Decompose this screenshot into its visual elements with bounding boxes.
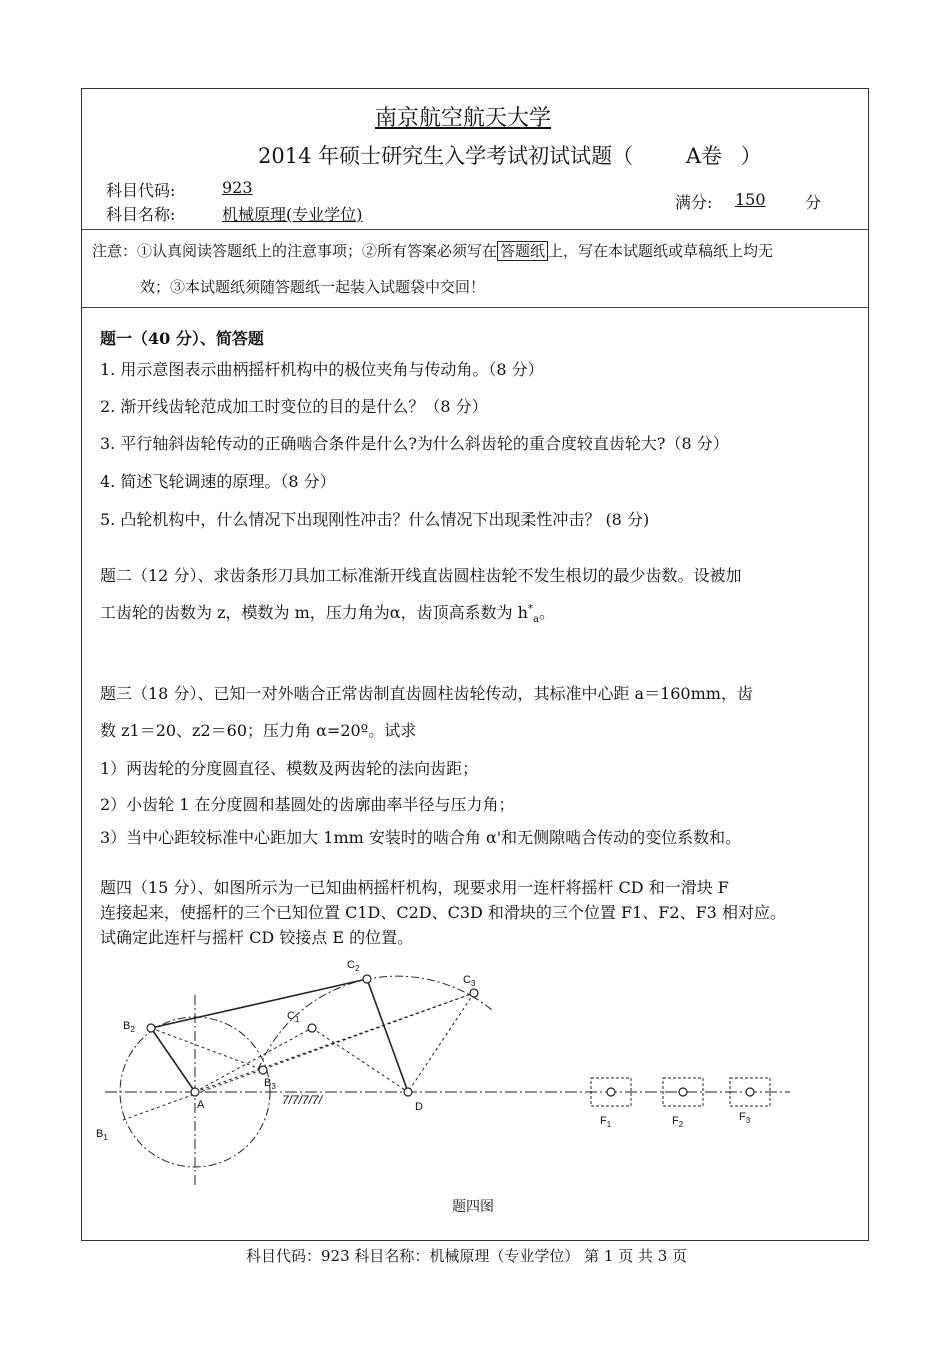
joint-A [191, 1088, 199, 1096]
q3-item-1: 1）两齿轮的分度圆直径、模数及两齿轮的法向齿距； [100, 759, 479, 778]
joint-F2 [679, 1088, 687, 1096]
notice-line-1 [92, 240, 773, 261]
q2-line-1: 题二（12 分）、求齿条形刀具加工标准渐开线直齿圆柱齿轮不发生根切的最少齿数。设被加 [100, 566, 742, 585]
exam-title-text: 2014 年硕士研究生入学考试初试试题（ [258, 144, 634, 168]
q4-line-2: 连接起来，使摇杆的三个已知位置 C1D、C2D、C3D 和滑块的三个位置 F1、F2、F3 相对应。 [100, 903, 786, 922]
joint-B2 [147, 1024, 155, 1032]
paper-close: ） [740, 144, 762, 168]
university-title: 南京航空航天大学 [375, 106, 552, 131]
joint-F1 [607, 1088, 615, 1096]
dash-A-C1 [195, 1028, 312, 1092]
divider-notice [81, 307, 869, 308]
q1-item-2: 2. 渐开线齿轮范成加工时变位的目的是什么？（8 分） [100, 397, 488, 416]
label-C1: $C_1$ [287, 1010, 300, 1024]
label-B3: $B_3$ [264, 1077, 276, 1091]
notice-line-2: 效；③本试题纸须随答题纸一起装入试题袋中交回！ [140, 278, 486, 296]
label-F3: $F_3$ [739, 1111, 751, 1125]
q4-line-3: 试确定此连杆与摇杆 CD 铰接点 E 的位置。 [100, 928, 414, 947]
q3-line-2: 数 z1＝20、z2＝60；压力角 α=20º。试求 [100, 721, 417, 740]
q1-item-4: 4. 简述飞轮调速的原理。（8 分） [100, 472, 336, 491]
score-label: 满分: [675, 193, 713, 212]
dash-B2-B3 [151, 1028, 263, 1070]
subject-name-label: 科目名称: [106, 205, 176, 224]
q2-line-2-end: 。 [538, 603, 555, 622]
label-B1: $B_1$ [96, 1128, 108, 1142]
page-footer: 科目代码：923 科目名称：机械原理（专业学位） 第 1 页 共 3 页 [246, 1247, 688, 1265]
q2-line-2 [100, 600, 555, 625]
joint-C1 [308, 1024, 316, 1032]
q4-line-1: 题四（15 分）、如图所示为一已知曲柄摇杆机构，现要求用一连杆将摇杆 CD 和一滑块 F [100, 878, 729, 897]
link-AB2 [151, 1028, 195, 1092]
exam-title [258, 140, 762, 170]
joint-F3 [746, 1088, 754, 1096]
figure-caption: 题四图 [452, 1199, 494, 1215]
mechanism-figure [90, 955, 810, 1185]
q3-item-2: 2）小齿轮 1 在分度圆和基圆处的齿廓曲率半径与压力角； [100, 795, 515, 814]
subject-code-label: 科目代码: [106, 181, 176, 200]
label-C2: $C_2$ [347, 959, 360, 973]
score-value: 150 [735, 190, 766, 209]
label-C3: $C_3$ [463, 974, 476, 988]
score-unit: 分 [805, 193, 822, 212]
q1-item-3: 3. 平行轴斜齿轮传动的正确啮合条件是什么?为什么斜齿轮的重合度较直齿轮大?（8 分） [100, 434, 729, 453]
link-C2D [367, 979, 408, 1092]
label-D: D [415, 1101, 423, 1113]
subject-code: 923 [222, 178, 253, 197]
label-F2: $F_2$ [672, 1115, 684, 1129]
q2-sub: a [532, 614, 539, 626]
joint-B3 [259, 1066, 267, 1074]
q1-heading: 题一（40 分）、简答题 [100, 329, 264, 348]
q1-item-5: 5. 凸轮机构中，什么情况下出现刚性冲击？什么情况下出现柔性冲击？ (8 分) [100, 510, 650, 529]
ground-hatch: 7/7/7/7/ [282, 1093, 323, 1107]
joint-C3 [470, 989, 478, 997]
label-B2: $B_2$ [123, 1020, 135, 1034]
dash-C1-D [312, 1028, 408, 1092]
rocker-arc [258, 976, 492, 1070]
subject-name: 机械原理(专业学位) [222, 205, 363, 224]
dash-C3-D [408, 993, 474, 1092]
q2-line-2-text: 工齿轮的齿数为 z，模数为 m，压力角为α，齿顶高系数为 h [100, 603, 528, 622]
label-F1: $F_1$ [600, 1115, 612, 1129]
paper-version: A卷 [685, 144, 722, 168]
notice-text-a: 注意：①认真阅读答题纸上的注意事项；②所有答案必须写在 [92, 242, 498, 260]
notice-boxed-word: 答题纸 [497, 241, 548, 261]
q2-sup: * [527, 603, 533, 615]
label-A: A [197, 1099, 205, 1111]
joint-D [404, 1088, 412, 1096]
notice-text-b: 上，写在本试题纸或草稿纸上均无 [548, 242, 774, 260]
q3-line-1: 题三（18 分）、已知一对外啮合正常齿制直齿圆柱齿轮传动，其标准中心距 a＝160mm，齿 [100, 684, 753, 703]
q3-item-3: 3）当中心距较标准中心距加大 1mm 安装时的啮合角 α'和无侧隙啮合传动的变位系数和。 [100, 828, 742, 847]
q1-item-1: 1. 用示意图表示曲柄摇杆机构中的极位夹角与传动角。（8 分） [100, 360, 544, 379]
joint-C2 [363, 975, 371, 983]
link-B2C2 [151, 979, 367, 1028]
divider-top [81, 229, 869, 230]
